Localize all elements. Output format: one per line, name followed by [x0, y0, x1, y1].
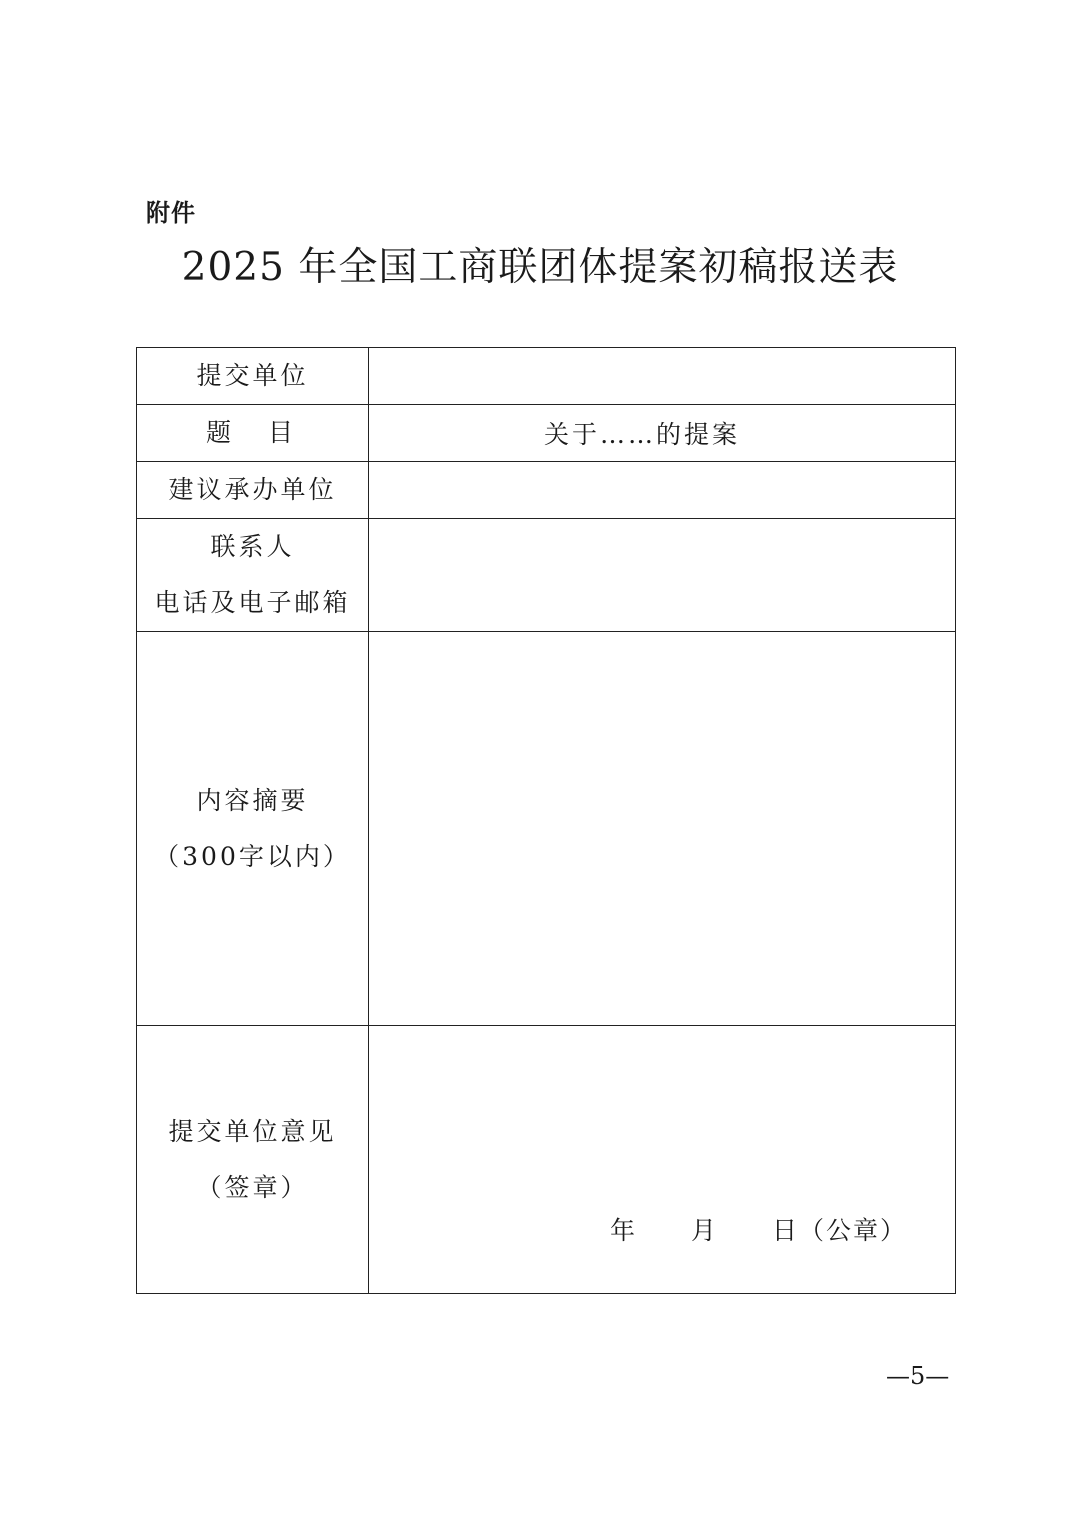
- unit-opinion-field[interactable]: [369, 1026, 956, 1294]
- form-row-unit-opinion: [137, 1026, 956, 1294]
- unit-opinion-label: [137, 1026, 369, 1294]
- suggested-handler-field[interactable]: [369, 462, 956, 519]
- contact-label: [137, 519, 369, 632]
- topic-label: 题 目: [137, 405, 369, 462]
- form-row-suggested-handler: [137, 462, 956, 519]
- contact-field[interactable]: [369, 519, 956, 632]
- form-row-submitting-unit: [137, 348, 956, 405]
- proposal-form-table: [136, 347, 956, 1294]
- summary-label: [137, 632, 369, 1026]
- submitting-unit-field[interactable]: [369, 348, 956, 405]
- submitting-unit-label: 提交单位: [137, 348, 369, 405]
- form-row-summary: [137, 632, 956, 1026]
- summary-label-line2: （300字以内）: [154, 841, 351, 871]
- seal-date-line: 年 月 日（公章）: [609, 1216, 907, 1245]
- attachment-label: 附件: [146, 199, 196, 227]
- page-number: —5—: [886, 1362, 950, 1390]
- form-row-topic: [137, 405, 956, 462]
- contact-label-line1: 联系人: [210, 532, 295, 561]
- document-title: 2025 年全国工商联团体提案初稿报送表: [181, 245, 899, 290]
- summary-field[interactable]: [369, 632, 956, 1026]
- suggested-handler-label: 建议承办单位: [137, 462, 369, 519]
- summary-label-line1: 内容摘要: [196, 785, 309, 815]
- topic-field[interactable]: 关于……的提案: [369, 405, 956, 462]
- unit-opinion-label-line1: 提交单位意见: [168, 1116, 337, 1146]
- form-row-contact: [137, 519, 956, 632]
- contact-label-line2: 电话及电子邮箱: [154, 588, 351, 617]
- unit-opinion-label-line2: （签章）: [196, 1172, 309, 1202]
